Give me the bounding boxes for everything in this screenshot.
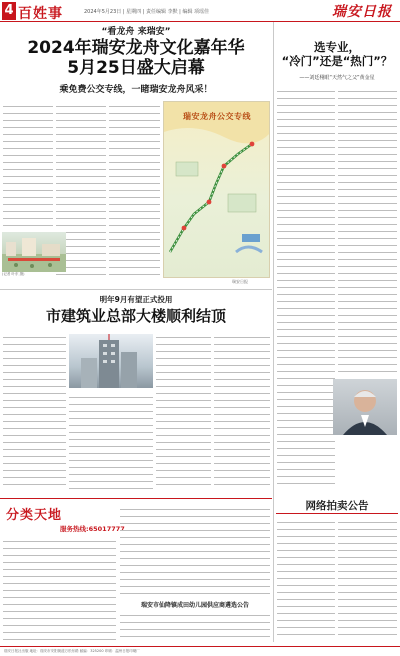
classifieds-title: 分类天地 bbox=[6, 508, 63, 523]
header-meta: 2024年5月23日 | 星期四 | 责任编辑 李默 | 编辑 项瑶佳 bbox=[84, 9, 210, 15]
opinion-body-column-1 bbox=[277, 86, 335, 491]
opinion-headline-line-1: 选专业， bbox=[314, 40, 360, 54]
lead-headline bbox=[0, 38, 272, 78]
opinion-subhead: ——刘廷栩眼“天然气之父”黄金星 bbox=[299, 75, 375, 81]
second-headline: 市建筑业总部大楼顺利结顶 bbox=[45, 307, 226, 325]
map-title: 瑞安龙舟公交专线 bbox=[183, 112, 251, 121]
classifieds-listings-right bbox=[120, 504, 270, 596]
section-divider bbox=[0, 289, 272, 290]
classifieds-listings-left bbox=[3, 536, 116, 642]
second-body-column-2 bbox=[156, 332, 211, 492]
classifieds-phone: 服务热线:65017777 bbox=[60, 525, 125, 533]
route-map-illustration bbox=[164, 102, 270, 278]
lead-headline-line-1: 2024年瑞安龙舟文化嘉年华 bbox=[27, 38, 245, 58]
opinion-headline bbox=[276, 40, 398, 68]
section-name: 百姓事 bbox=[18, 6, 63, 22]
kindergarten-notice-title: 瑞安市仙降镇成田幼儿园供应商遴选公告 bbox=[140, 602, 249, 609]
portrait-illustration bbox=[333, 379, 397, 435]
portrait-photo bbox=[333, 379, 397, 435]
photo-caption: (记者 叶东 摄) bbox=[2, 272, 25, 276]
notice-rule bbox=[276, 513, 398, 514]
event-photo-illustration bbox=[2, 232, 66, 272]
map-credit: 瑞安日报 bbox=[232, 279, 248, 284]
dragon-boat-event-photo bbox=[2, 232, 66, 272]
lead-headline-line-2: 5月25日盛大启幕 bbox=[67, 58, 205, 78]
lead-body-column-1 bbox=[3, 101, 53, 229]
masthead-logo: 瑞安日报 bbox=[332, 4, 392, 20]
tower-illustration bbox=[69, 334, 153, 388]
opinion-headline-line-2: “冷门”还是“热门”？ bbox=[281, 54, 393, 68]
second-body-column-photo-below bbox=[69, 392, 153, 492]
notice-body-column-1 bbox=[277, 517, 335, 643]
notice-body-column-2 bbox=[338, 517, 397, 643]
lead-body-column-3 bbox=[109, 101, 160, 279]
auction-notice-title: 网络拍卖公告 bbox=[305, 500, 369, 512]
lead-kicker: “看龙舟 来瑞安” bbox=[101, 27, 171, 37]
second-kicker: 明年9月有望正式投用 bbox=[99, 295, 173, 304]
opinion-body-column-2 bbox=[338, 86, 397, 376]
second-body-column-3 bbox=[214, 332, 270, 492]
kindergarten-notice-body bbox=[120, 610, 270, 642]
second-body-column-1 bbox=[3, 332, 66, 492]
page-number: 4 bbox=[2, 2, 16, 20]
page-footer: 瑞安日报社出版 地址：瑞安市安阳街道万松东路 邮编：325200 印刷：温州日报印刷厂 bbox=[0, 646, 400, 656]
lead-subhead: 乘免费公交专线，一睹瑞安龙舟风采！ bbox=[59, 85, 213, 95]
bus-route-map bbox=[163, 101, 270, 278]
construction-tower-photo bbox=[69, 334, 153, 388]
column-divider bbox=[273, 22, 274, 642]
